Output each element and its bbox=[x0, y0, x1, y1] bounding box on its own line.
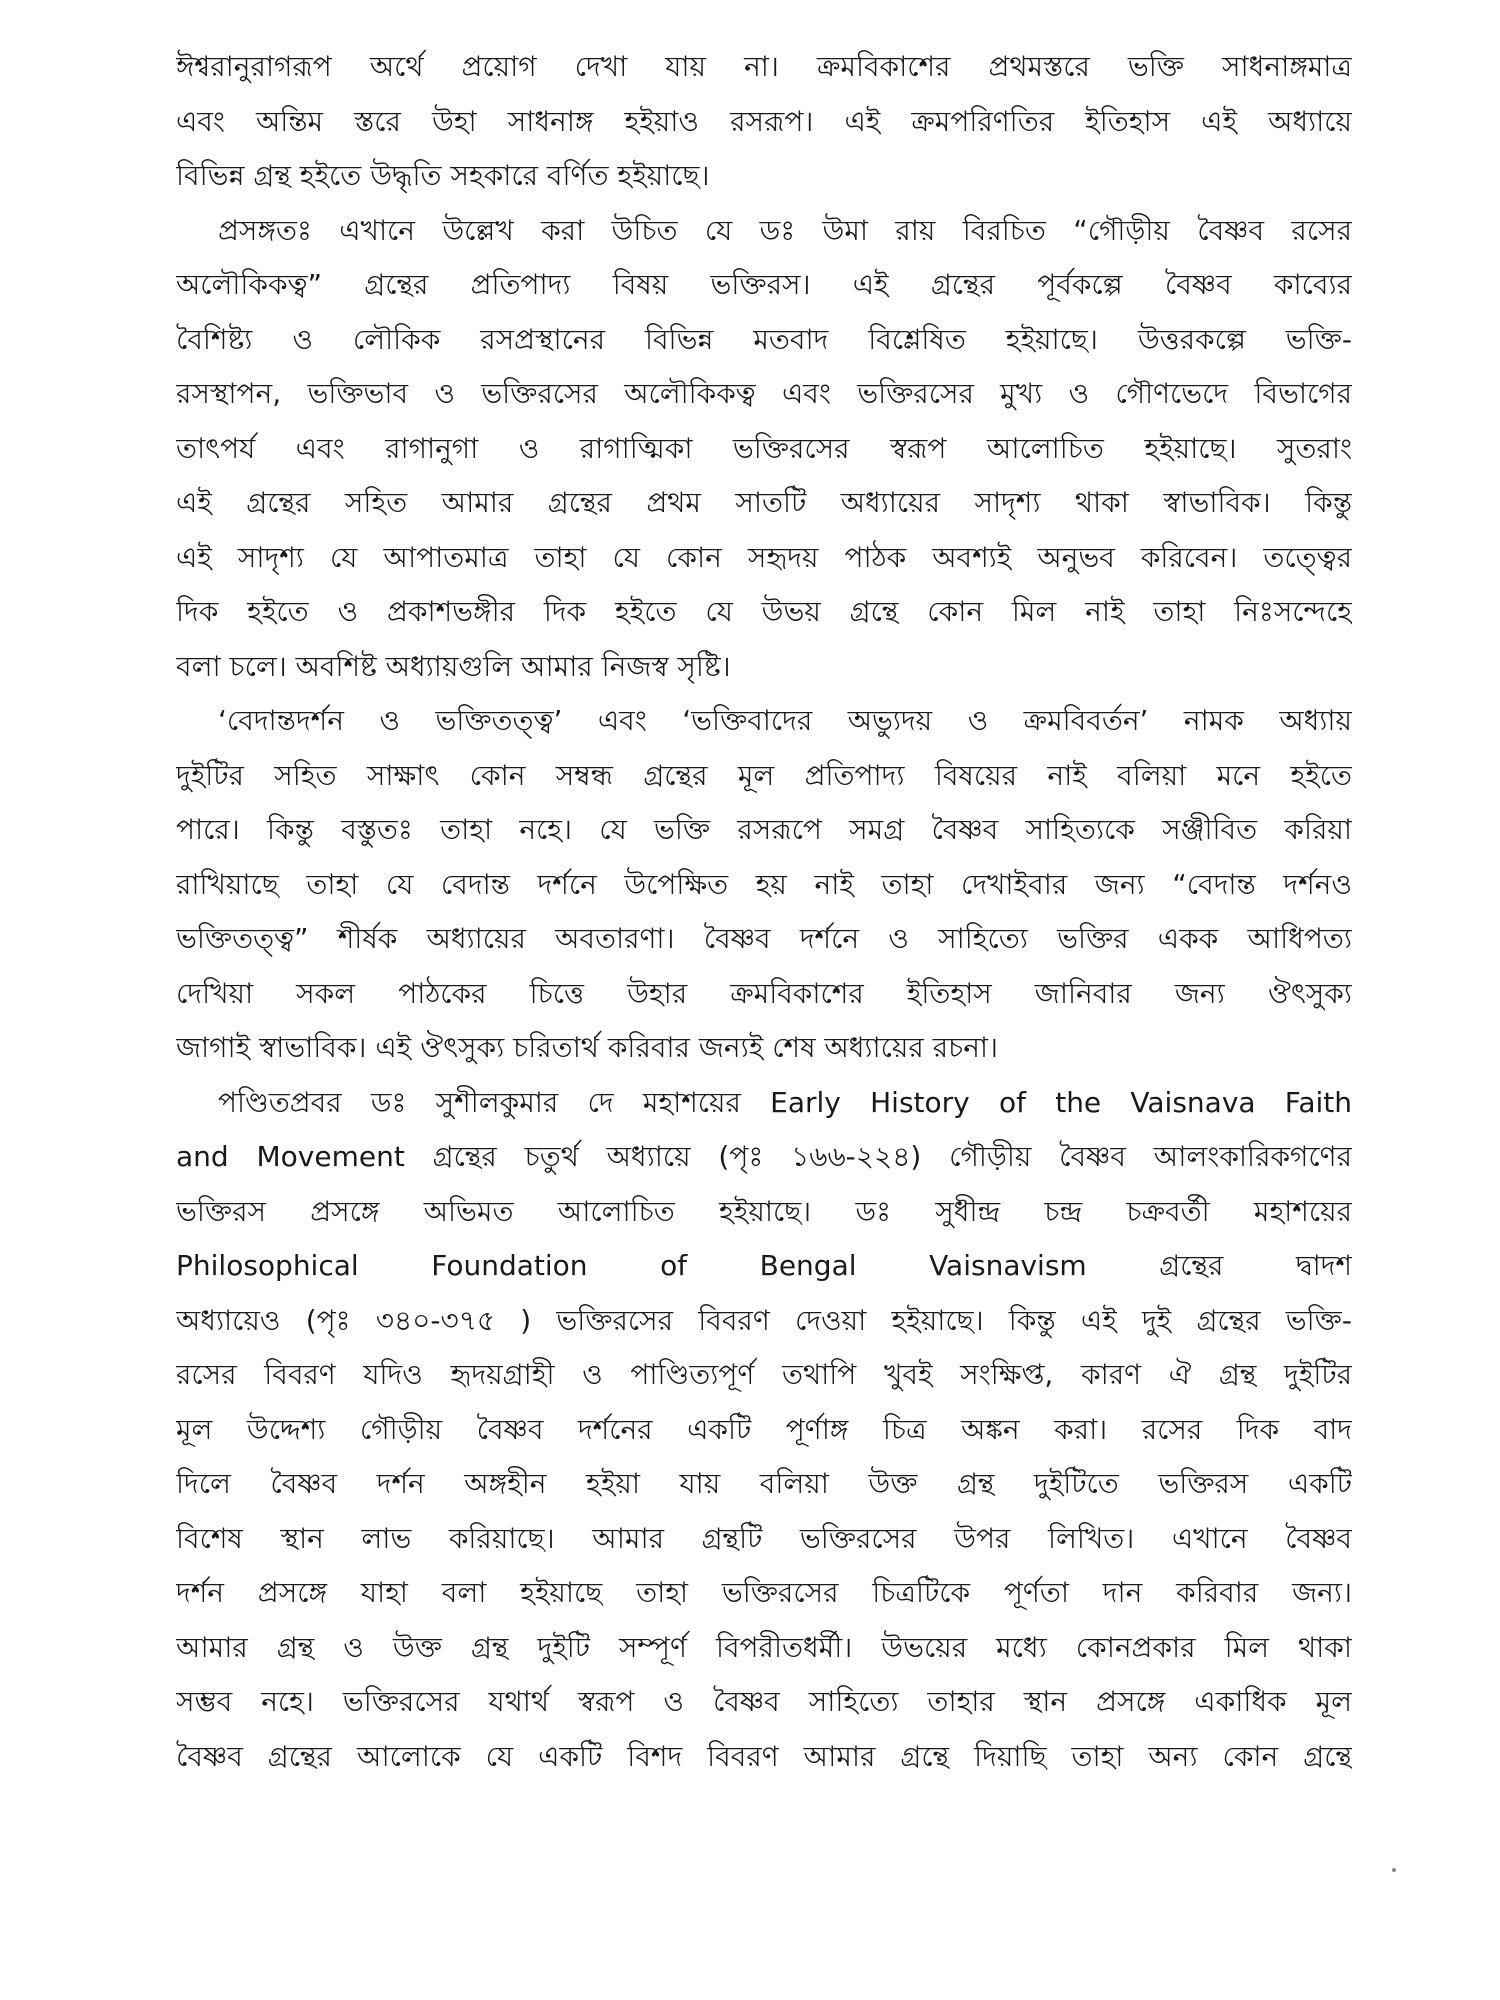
text-line: পারে। কিন্তু বস্তুতঃ তাহা নহে। যে ভক্তি রসরূপে সমগ্র বৈষ্ণব সাহিত্যকে সঞ্জীবিত করিয়া bbox=[176, 813, 1352, 846]
text-line: বিশেষ স্থান লাভ করিয়াছে। আমার গ্রন্থটি ভক্তিরসের উপর লিখিত। এখানে বৈষ্ণব bbox=[176, 1521, 1352, 1555]
paragraph-1 bbox=[176, 40, 1352, 204]
text-line: তাৎপর্য এবং রাগানুগা ও রাগাত্মিকা ভক্তিরসের স্বরূপ আলোচিত হইয়াছে। সুতরাং bbox=[176, 431, 1352, 465]
text-line: এই সাদৃশ্য যে আপাতমাত্র তাহা যে কোন সহৃদয় পাঠক অবশ্যই অনুভব করিবেন। তত্ত্বের bbox=[176, 540, 1352, 574]
text-line: অলৌকিকত্ব” গ্রন্থের প্রতিপাদ্য বিষয় ভক্তিরস। এই গ্রন্থের পূর্বকল্পে বৈষ্ণব কাব্যের bbox=[176, 268, 1352, 301]
text-line: অধ্যায়েও (পৃঃ ৩৪০-৩৭৫ ) ভক্তিরসের বিবরণ দেওয়া হইয়াছে। কিন্তু এই দুই গ্রন্থের ভক্তি- bbox=[176, 1303, 1352, 1337]
text-line: রাখিয়াছে তাহা যে বেদান্ত দর্শনে উপেক্ষিত হয় নাই তাহা দেখাইবার জন্য “বেদান্ত দর্শনও bbox=[176, 867, 1352, 901]
text-line: ঈশ্বরানুরাগরূপ অর্থে প্রয়োগ দেখা যায় না। ক্রমবিকাশের প্রথমস্তরে ভক্তি সাধনাঙ্গমাত্র bbox=[176, 50, 1352, 83]
text-line: সম্ভব নহে। ভক্তিরসের যথার্থ স্বরূপ ও বৈষ্ণব সাহিত্যে তাহার স্থান প্রসঙ্গে একাধিক মূল bbox=[176, 1685, 1352, 1718]
scan-speck bbox=[1392, 1868, 1396, 1872]
text-line: মূল উদ্দেশ্য গৌড়ীয় বৈষ্ণব দর্শনের একটি পূর্ণাঙ্গ চিত্র অঙ্কন করা। রসের দিক বাদ bbox=[176, 1412, 1352, 1446]
text-line: পণ্ডিতপ্রবর ডঃ সুশীলকুমার দে মহাশয়ের Early History of the Vaisnava Faith bbox=[218, 1085, 1352, 1119]
text-line: দর্শন প্রসঙ্গে যাহা বলা হইয়াছে তাহা ভক্তিরসের চিত্রটিকে পূর্ণতা দান করিবার জন্য। bbox=[176, 1576, 1352, 1609]
text-line: ভক্তিরস প্রসঙ্গে অভিমত আলোচিত হইয়াছে। ডঃ সুধীন্দ্র চন্দ্র চক্রবর্তী মহাশয়ের bbox=[176, 1194, 1352, 1228]
text-line: and Movement গ্রন্থের চতুর্থ অধ্যায়ে (পৃঃ ১৬৬-২২৪) গৌড়ীয় বৈষ্ণব আলংকারিকগণের bbox=[176, 1140, 1352, 1173]
text-line: বৈষ্ণব গ্রন্থের আলোকে যে একটি বিশদ বিবরণ আমার গ্রন্থে দিয়াছি তাহা অন্য কোন গ্রন্থে bbox=[176, 1739, 1352, 1773]
text-line: এই গ্রন্থের সহিত আমার গ্রন্থের প্রথম সাতটি অধ্যায়ের সাদৃশ্য থাকা স্বাভাবিক। কিন্তু bbox=[176, 486, 1352, 519]
text-line: দেখিয়া সকল পাঠকের চিত্তে উহার ক্রমবিকাশের ইতিহাস জানিবার জন্য ঔৎসুক্য bbox=[176, 976, 1352, 1010]
text-line: বলা চলে। অবশিষ্ট অধ্যায়গুলি আমার নিজস্ব সৃষ্টি। bbox=[176, 649, 731, 683]
text-line: ‘বেদান্তদর্শন ও ভক্তিতত্ত্ব’ এবং ‘ভক্তিবাদের অভ্যুদয় ও ক্রমবিবর্তন’ নামক অধ্যায় bbox=[218, 704, 1352, 737]
text-line: Philosophical Foundation of Bengal Vaisnavism গ্রন্থের দ্বাদশ bbox=[176, 1249, 1352, 1282]
text-line: দিক হইতে ও প্রকাশভঙ্গীর দিক হইতে যে উভয় গ্রন্থে কোন মিল নাই তাহা নিঃসন্দেহে bbox=[176, 595, 1352, 628]
text-line: রসস্থাপন, ভক্তিভাব ও ভক্তিরসের অলৌকিকত্ব এবং ভক্তিরসের মুখ্য ও গৌণভেদে বিভাগের bbox=[176, 377, 1352, 410]
text-line: ভক্তিতত্ত্ব” শীর্ষক অধ্যায়ের অবতারণা। বৈষ্ণব দর্শনে ও সাহিত্যে ভক্তির একক আধিপত্য bbox=[176, 922, 1352, 955]
body-text bbox=[176, 40, 1352, 1784]
text-line: এবং অন্তিম স্তরে উহা সাধনাঙ্গ হইয়াও রসরূপ। এই ক্রমপরিণতির ইতিহাস এই অধ্যায়ে bbox=[176, 104, 1352, 138]
text-line: জাগাই স্বাভাবিক। এই ঔৎসুক্য চরিতার্থ করিবার জন্যই শেষ অধ্যায়ের রচনা। bbox=[176, 1031, 999, 1064]
paragraph-2 bbox=[176, 204, 1352, 695]
text-line: দুইটির সহিত সাক্ষাৎ কোন সম্বন্ধ গ্রন্থের মূল প্রতিপাদ্য বিষয়ের নাই বলিয়া মনে হইতে bbox=[176, 758, 1352, 792]
paragraph-3 bbox=[176, 694, 1352, 1076]
text-line: বিভিন্ন গ্রন্থ হইতে উদ্ধৃতি সহকারে বর্ণিত হইয়াছে। bbox=[176, 159, 710, 192]
text-line: আমার গ্রন্থ ও উক্ত গ্রন্থ দুইটি সম্পূর্ণ বিপরীতধর্মী। উভয়ের মধ্যে কোনপ্রকার মিল থাকা bbox=[176, 1630, 1352, 1664]
text-line: দিলে বৈষ্ণব দর্শন অঙ্গহীন হইয়া যায় বলিয়া উক্ত গ্রন্থ দুইটিতে ভক্তিরস একটি bbox=[176, 1467, 1352, 1500]
paragraph-4 bbox=[176, 1076, 1352, 1785]
text-line: প্রসঙ্গতঃ এখানে উল্লেখ করা উচিত যে ডঃ উমা রায় বিরচিত “গৌড়ীয় বৈষ্ণব রসের bbox=[218, 213, 1352, 247]
text-line: রসের বিবরণ যদিও হৃদয়গ্রাহী ও পাণ্ডিত্যপূর্ণ তথাপি খুবই সংক্ষিপ্ত, কারণ ঐ গ্রন্থ দুইটির bbox=[176, 1358, 1352, 1391]
text-line: বৈশিষ্ট্য ও লৌকিক রসপ্রস্থানের বিভিন্ন মতবাদ বিশ্লেষিত হইয়াছে। উত্তরকল্পে ভক্তি- bbox=[176, 322, 1352, 356]
